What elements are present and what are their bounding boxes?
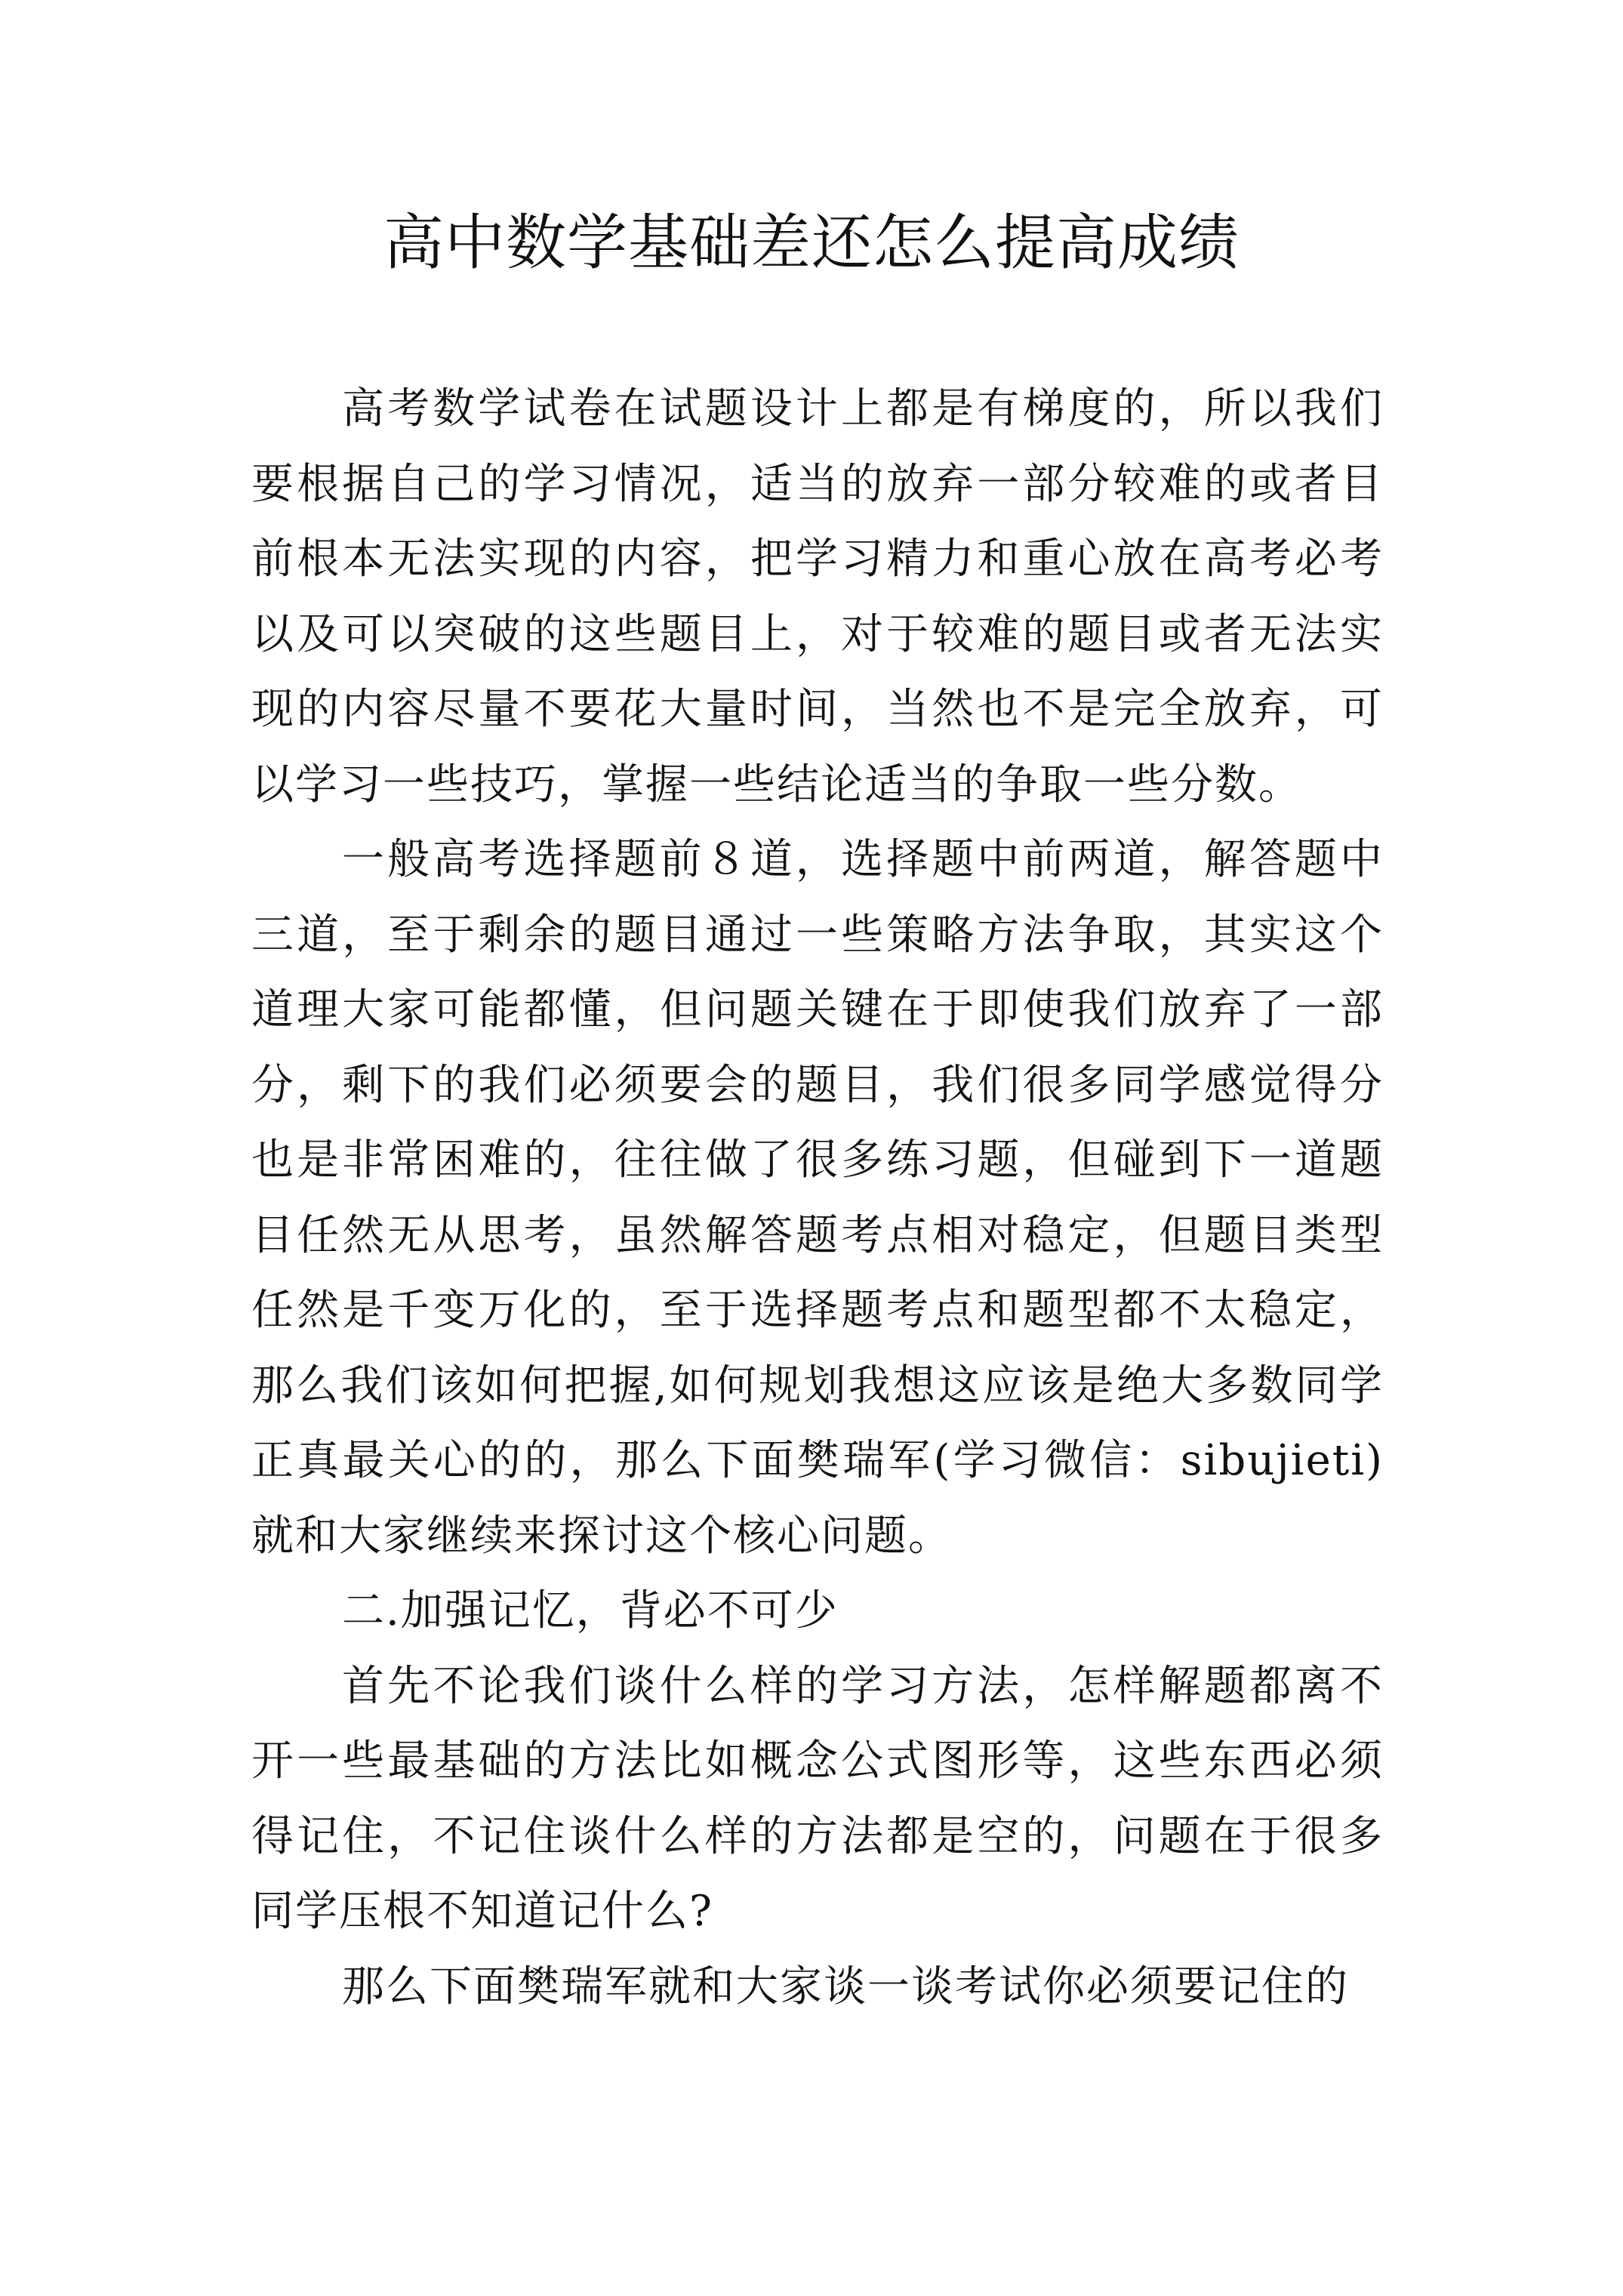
paragraph-intro: 高考数学试卷在试题设计上都是有梯度的，所以我们要根据自己的学习情况，适当的放弃一部分较难的或者目前根本无法实现的内容，把学习精力和重心放在高考必考以及可以突破的这些题目上，对于较难的题目或者无法实现的内容尽量不要花大量时间，当然也不是完全放弃，可以学习一些技巧，掌握一些结论适当的争取一些分数。 (251, 384, 1384, 809)
page-title: 高中数学基础差还怎么提高成绩 (383, 208, 1240, 278)
article-body (251, 371, 1384, 2024)
paragraph-memory: 首先不论我们谈什么样的学习方法，怎样解题都离不开一些最基础的方法比如概念公式图形等，这些东西必须得记住，不记住谈什么样的方法都是空的，问题在于很多同学压根不知道记什么? (251, 1661, 1384, 1936)
paragraph-continuation: 那么下面樊瑞军就和大家谈一谈考试你必须要记住的 (342, 1962, 1349, 2011)
section-heading-memory: 二.加强记忆，背必不可少 (342, 1586, 839, 1635)
paragraph-exam-strategy: 一般高考选择题前８道，选择题中前两道，解答题中三道，至于剩余的题目通过一些策略方法争取，其实这个道理大家可能都懂，但问题关键在于即使我们放弃了一部分，剩下的我们必须要会的题目，我们很多同学感觉得分也是非常困难的，往往做了很多练习题，但碰到下一道题目任然无从思考，虽然解答题考点相对稳定，但题目类型任然是千变万化的，至于选择题考点和题型都不太稳定，那么我们该如何把握,如何规划我想这应该是绝大多数同学正真最关心的的，那么下面樊瑞军(学习微信：sibujieti)就和大家继续来探讨这个核心问题。 (251, 835, 1384, 1561)
